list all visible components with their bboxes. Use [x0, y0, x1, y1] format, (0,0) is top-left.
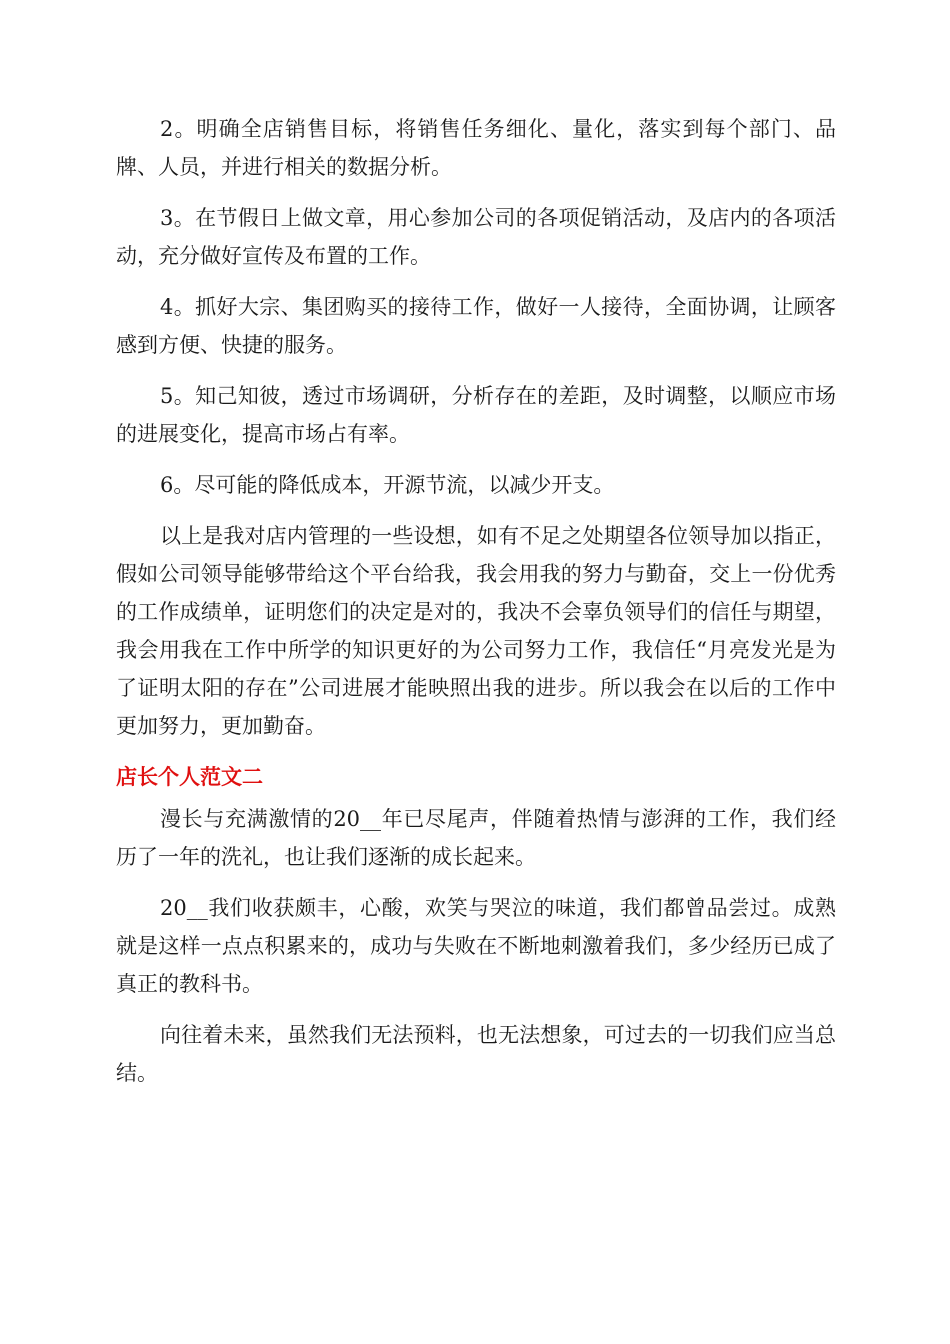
intro-paragraph: 漫长与充满激情的20__年已尽尾声，伴随着热情与澎湃的工作，我们经历了一年的洗礼，也让我们逐渐的成长起来。	[116, 807, 836, 869]
paragraph-item-2: 2。明确全店销售目标，将销售任务细化、量化，落实到每个部门、品牌、人员，并进行相关的数据分析。	[116, 117, 836, 179]
closing-paragraph: 以上是我对店内管理的一些设想，如有不足之处期望各位领导加以指正，假如公司领导能够带给这个平台给我，我会用我的努力与勤奋，交上一份优秀的工作成绩单，证明您们的决定是对的，我决不会辜负领导们的信任与期望，我会用我在工作中所学的知识更好的为公司努力工作，我信任“月亮发光是为了证明太阳的存在”公司进展才能映照出我的进步。所以我会在以后的工作中更加努力，更加勤奋。	[116, 524, 836, 738]
harvest-paragraph: 20__我们收获颇丰，心酸，欢笑与哭泣的味道，我们都曾品尝过。成熟就是这样一点点积累来的，成功与失败在不断地刺激着我们，多少经历已成了真正的教科书。	[116, 896, 836, 996]
document-body	[116, 110, 836, 1105]
paragraph-item-3: 3。在节假日上做文章，用心参加公司的各项促销活动，及店内的各项活动，充分做好宣传及布置的工作。	[116, 206, 836, 268]
section-heading: 店长个人范文二	[116, 765, 263, 789]
paragraph-item-5: 5。知己知彼，透过市场调研，分析存在的差距，及时调整，以顺应市场的进展变化，提高市场占有率。	[116, 384, 836, 446]
future-paragraph: 向往着未来，虽然我们无法预料，也无法想象，可过去的一切我们应当总结。	[116, 1023, 836, 1085]
paragraph-item-4: 4。抓好大宗、集团购买的接待工作，做好一人接待，全面协调，让顾客感到方便、快捷的服务。	[116, 295, 836, 357]
paragraph-item-6: 6。尽可能的降低成本，开源节流，以减少开支。	[160, 473, 615, 497]
